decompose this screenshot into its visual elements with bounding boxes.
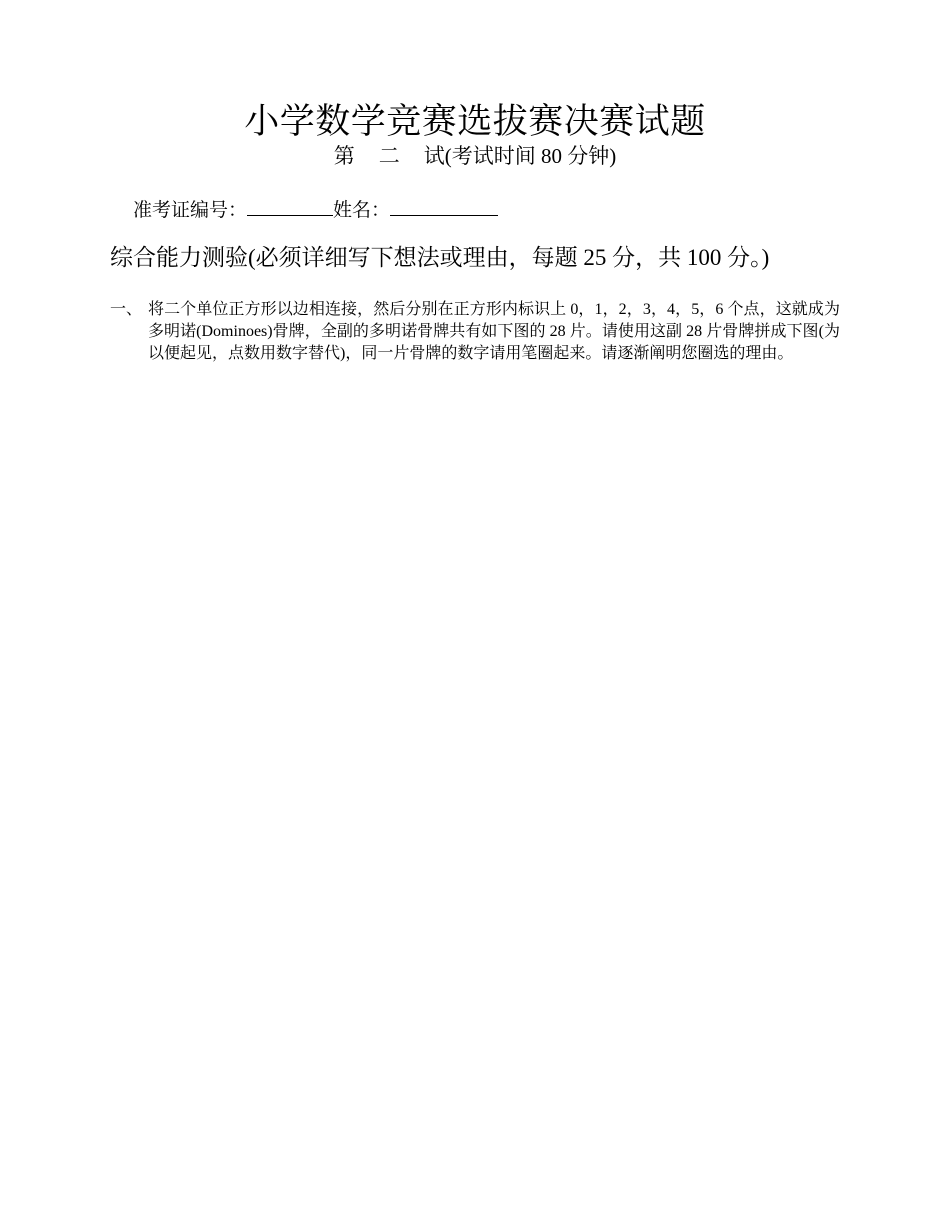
subtitle-time-limit: 试(考试时间 80 分钟): [423, 144, 617, 168]
subtitle-round-prefix: 第: [333, 144, 355, 168]
subtitle-round-number: 二: [378, 144, 400, 168]
question-item: [110, 299, 840, 365]
question-text-content: 将二个单位正方形以边相连接，然后分别在正方形内标识上 0，1，2，3，4，5，6 个点，这就成为多明诺(Dominoes)骨牌，全副的多明诺骨牌共有如下图的 28 片。请使用这副 28 片骨牌拼成下图(为以便起见，点数用数字替代)，同一片骨牌的数字请用笔圈起来。请逐渐阐明您圈选的理由。: [148, 301, 840, 362]
exam-id-blank[interactable]: [247, 196, 333, 216]
name-label: 姓名：: [333, 200, 391, 221]
section-heading: 综合能力测验(必须详细写下想法或理由，每题 25 分，共 100 分。): [110, 245, 770, 270]
question-text: [110, 299, 840, 365]
name-blank[interactable]: [390, 196, 498, 216]
exam-id-label: 准考证编号：: [133, 200, 248, 221]
exam-subtitle: [0, 141, 950, 171]
candidate-info: [133, 196, 498, 225]
page-title: 小学数学竞赛选拔赛决赛试题: [244, 102, 706, 141]
question-number: 一、: [110, 301, 143, 318]
